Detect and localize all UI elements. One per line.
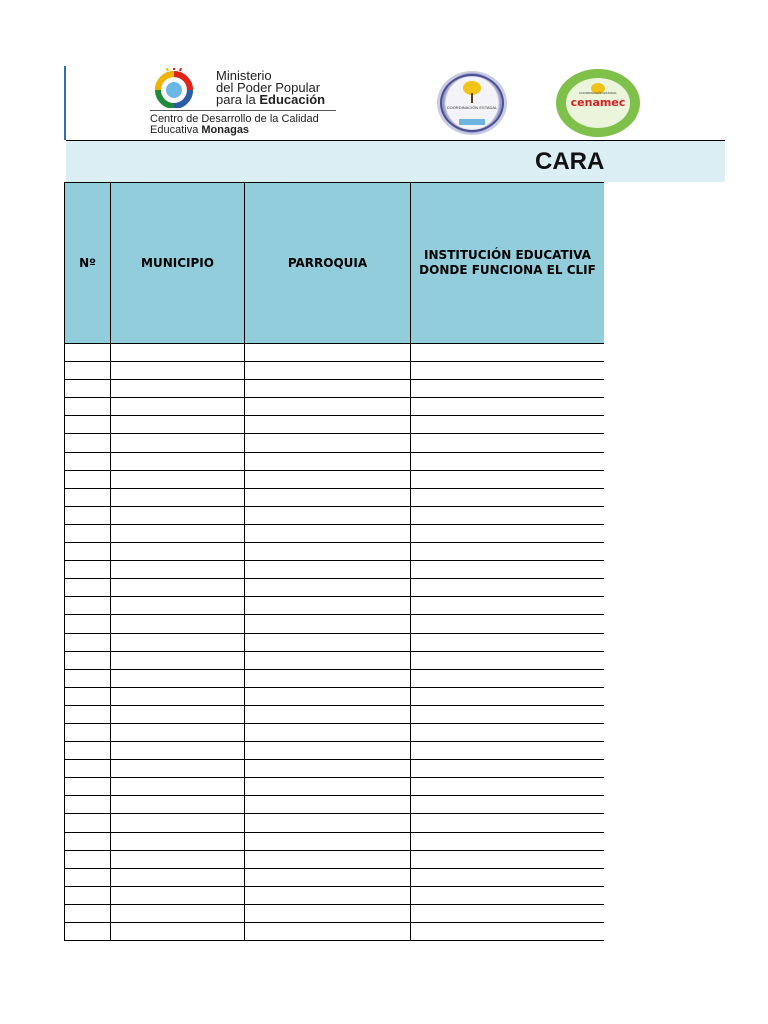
ministerio-emblem-icon: [148, 68, 212, 108]
table-row: [65, 561, 605, 579]
cell-municipio[interactable]: [111, 615, 245, 633]
cell-numero[interactable]: [65, 633, 111, 651]
table-row: [65, 488, 605, 506]
cell-numero[interactable]: [65, 543, 111, 561]
cell-institucion[interactable]: [411, 651, 605, 669]
cell-parroquia[interactable]: [245, 362, 411, 380]
table-row: [65, 524, 605, 542]
cell-institucion[interactable]: [411, 850, 605, 868]
cell-numero[interactable]: [65, 434, 111, 452]
cell-numero[interactable]: [65, 742, 111, 760]
cell-parroquia[interactable]: [245, 597, 411, 615]
table-row: [65, 796, 605, 814]
cell-numero[interactable]: [65, 760, 111, 778]
table-row: [65, 651, 605, 669]
col-header-institucion: INSTITUCIÓN EDUCATIVA DONDE FUNCIONA EL CLIF: [411, 183, 605, 344]
cenamec-seal: [556, 69, 640, 137]
cell-institucion[interactable]: [411, 687, 605, 705]
table-row: [65, 633, 605, 651]
cell-numero[interactable]: [65, 868, 111, 886]
cell-numero[interactable]: [65, 651, 111, 669]
cell-municipio[interactable]: [111, 579, 245, 597]
cell-institucion[interactable]: [411, 723, 605, 741]
cell-parroquia[interactable]: [245, 488, 411, 506]
table-row: [65, 470, 605, 488]
cell-parroquia[interactable]: [245, 543, 411, 561]
table-row: [65, 669, 605, 687]
cell-parroquia[interactable]: [245, 886, 411, 904]
ministerio-logo: [148, 68, 348, 136]
cell-municipio[interactable]: [111, 561, 245, 579]
table-row: [65, 380, 605, 398]
cell-numero[interactable]: [65, 778, 111, 796]
table-row: [65, 615, 605, 633]
cell-institucion[interactable]: [411, 760, 605, 778]
cell-municipio[interactable]: [111, 904, 245, 922]
cell-institucion[interactable]: [411, 832, 605, 850]
cell-parroquia[interactable]: [245, 452, 411, 470]
table-row: [65, 687, 605, 705]
cell-parroquia[interactable]: [245, 506, 411, 524]
ministerio-line3-bold: Educación: [259, 92, 326, 107]
cell-institucion[interactable]: [411, 398, 605, 416]
table-row: [65, 506, 605, 524]
page-edge-mask: [604, 182, 768, 962]
ministerio-name: [216, 70, 325, 106]
cell-institucion[interactable]: [411, 506, 605, 524]
cell-municipio[interactable]: [111, 814, 245, 832]
cell-municipio[interactable]: [111, 669, 245, 687]
cell-institucion[interactable]: [411, 488, 605, 506]
cell-municipio[interactable]: [111, 344, 245, 362]
cell-institucion[interactable]: [411, 380, 605, 398]
cell-institucion[interactable]: [411, 904, 605, 922]
cell-municipio[interactable]: [111, 398, 245, 416]
cell-municipio[interactable]: [111, 416, 245, 434]
ministerio-line2: del Poder Popular: [216, 80, 321, 95]
cell-parroquia[interactable]: [245, 742, 411, 760]
centro-line2: [150, 125, 319, 136]
cell-numero[interactable]: [65, 796, 111, 814]
cell-numero[interactable]: [65, 398, 111, 416]
cell-institucion[interactable]: [411, 705, 605, 723]
table-row: [65, 814, 605, 832]
col-header-numero: Nº: [65, 183, 111, 344]
cell-institucion[interactable]: [411, 416, 605, 434]
table-row: [65, 543, 605, 561]
table-row: [65, 904, 605, 922]
cell-municipio[interactable]: [111, 597, 245, 615]
cell-parroquia[interactable]: [245, 633, 411, 651]
table-row: [65, 705, 605, 723]
cell-parroquia[interactable]: [245, 669, 411, 687]
cell-numero[interactable]: [65, 488, 111, 506]
cell-numero[interactable]: [65, 597, 111, 615]
cell-municipio[interactable]: [111, 886, 245, 904]
ministerio-line3: [216, 94, 325, 106]
cell-institucion[interactable]: [411, 886, 605, 904]
table-body: [65, 344, 605, 941]
cell-parroquia[interactable]: [245, 705, 411, 723]
cell-municipio[interactable]: [111, 380, 245, 398]
cell-parroquia[interactable]: [245, 923, 411, 941]
cell-institucion[interactable]: [411, 470, 605, 488]
cell-numero[interactable]: [65, 506, 111, 524]
coordinacion-estadal-seal: [437, 71, 507, 135]
cell-numero[interactable]: [65, 452, 111, 470]
cell-numero[interactable]: [65, 923, 111, 941]
table-row: [65, 362, 605, 380]
cell-numero[interactable]: [65, 380, 111, 398]
table-header-row: [65, 183, 605, 344]
cell-municipio[interactable]: [111, 506, 245, 524]
cell-parroquia[interactable]: [245, 687, 411, 705]
cell-parroquia[interactable]: [245, 615, 411, 633]
cell-numero[interactable]: [65, 344, 111, 362]
cell-parroquia[interactable]: [245, 778, 411, 796]
table-row: [65, 923, 605, 941]
cell-parroquia[interactable]: [245, 814, 411, 832]
table-row: [65, 452, 605, 470]
cell-municipio[interactable]: [111, 452, 245, 470]
cell-municipio[interactable]: [111, 651, 245, 669]
cell-parroquia[interactable]: [245, 398, 411, 416]
cell-numero[interactable]: [65, 723, 111, 741]
cell-municipio[interactable]: [111, 470, 245, 488]
cell-municipio[interactable]: [111, 705, 245, 723]
cell-municipio[interactable]: [111, 687, 245, 705]
table-row: [65, 723, 605, 741]
table-row: [65, 398, 605, 416]
cell-numero[interactable]: [65, 832, 111, 850]
page-title: CARA: [535, 148, 605, 175]
cell-numero[interactable]: [65, 615, 111, 633]
centro-line2-bold: Monagas: [201, 124, 250, 136]
cell-municipio[interactable]: [111, 868, 245, 886]
cell-parroquia[interactable]: [245, 760, 411, 778]
seal-coord-banner: [459, 119, 485, 125]
cell-parroquia[interactable]: [245, 470, 411, 488]
cell-municipio[interactable]: [111, 760, 245, 778]
cell-parroquia[interactable]: [245, 416, 411, 434]
col-header-municipio: MUNICIPIO: [111, 183, 245, 344]
table-row: [65, 416, 605, 434]
table-row: [65, 579, 605, 597]
table-row: [65, 597, 605, 615]
cell-municipio[interactable]: [111, 850, 245, 868]
cell-municipio[interactable]: [111, 796, 245, 814]
cell-numero[interactable]: [65, 362, 111, 380]
cell-institucion[interactable]: [411, 579, 605, 597]
cell-institucion[interactable]: [411, 362, 605, 380]
centro-line2-prefix: Educativa: [150, 124, 202, 136]
cenamec-wordmark: cenamec: [570, 96, 626, 109]
cell-numero[interactable]: [65, 886, 111, 904]
table-row: [65, 868, 605, 886]
cell-numero[interactable]: [65, 904, 111, 922]
table-row: [65, 760, 605, 778]
cell-numero[interactable]: [65, 669, 111, 687]
ministerio-divider: [150, 110, 336, 111]
cell-municipio[interactable]: [111, 362, 245, 380]
cell-parroquia[interactable]: [245, 832, 411, 850]
cell-institucion[interactable]: [411, 344, 605, 362]
ministerio-line3-prefix: para la: [216, 92, 260, 107]
cell-institucion[interactable]: [411, 868, 605, 886]
cell-numero[interactable]: [65, 814, 111, 832]
cell-numero[interactable]: [65, 850, 111, 868]
cell-institucion[interactable]: [411, 434, 605, 452]
cell-parroquia[interactable]: [245, 651, 411, 669]
cell-parroquia[interactable]: [245, 561, 411, 579]
centro-line1: Centro de Desarrollo de la Calidad: [150, 113, 319, 125]
cell-numero[interactable]: [65, 524, 111, 542]
cell-parroquia[interactable]: [245, 579, 411, 597]
cell-parroquia[interactable]: [245, 796, 411, 814]
table-row: [65, 832, 605, 850]
data-table: [64, 182, 605, 941]
table-row: [65, 778, 605, 796]
ministerio-line1: Ministerio: [216, 68, 272, 83]
seal-coord-text: COORDINACIÓN ESTADAL: [446, 105, 498, 110]
cell-municipio[interactable]: [111, 723, 245, 741]
cell-institucion[interactable]: [411, 742, 605, 760]
cell-numero[interactable]: [65, 579, 111, 597]
cell-parroquia[interactable]: [245, 868, 411, 886]
table-row: [65, 886, 605, 904]
cell-parroquia[interactable]: [245, 434, 411, 452]
cell-municipio[interactable]: [111, 742, 245, 760]
cell-parroquia[interactable]: [245, 723, 411, 741]
cell-municipio[interactable]: [111, 434, 245, 452]
cell-institucion[interactable]: [411, 923, 605, 941]
cell-institucion[interactable]: [411, 543, 605, 561]
cell-numero[interactable]: [65, 687, 111, 705]
cell-municipio[interactable]: [111, 832, 245, 850]
cell-parroquia[interactable]: [245, 524, 411, 542]
cell-institucion[interactable]: [411, 633, 605, 651]
cell-municipio[interactable]: [111, 923, 245, 941]
table-row: [65, 434, 605, 452]
cell-parroquia[interactable]: [245, 380, 411, 398]
cell-numero[interactable]: [65, 561, 111, 579]
cell-institucion[interactable]: [411, 615, 605, 633]
cell-institucion[interactable]: [411, 814, 605, 832]
cell-numero[interactable]: [65, 470, 111, 488]
cell-institucion[interactable]: [411, 452, 605, 470]
cell-municipio[interactable]: [111, 488, 245, 506]
cell-municipio[interactable]: [111, 543, 245, 561]
centro-desarrollo: [150, 114, 319, 136]
cell-municipio[interactable]: [111, 778, 245, 796]
cell-parroquia[interactable]: [245, 344, 411, 362]
table-row: [65, 850, 605, 868]
cell-municipio[interactable]: [111, 524, 245, 542]
cell-numero[interactable]: [65, 705, 111, 723]
cell-institucion[interactable]: [411, 597, 605, 615]
cell-institucion[interactable]: [411, 796, 605, 814]
col-header-parroquia: PARROQUIA: [245, 183, 411, 344]
cell-numero[interactable]: [65, 416, 111, 434]
table-row: [65, 344, 605, 362]
cell-institucion[interactable]: [411, 561, 605, 579]
cell-institucion[interactable]: [411, 778, 605, 796]
title-band: [66, 140, 725, 183]
cenamec-top-text: COORDINACIÓN ESTADAL: [579, 91, 617, 95]
cell-parroquia[interactable]: [245, 850, 411, 868]
left-rule: [64, 66, 66, 140]
cell-parroquia[interactable]: [245, 904, 411, 922]
cell-institucion[interactable]: [411, 524, 605, 542]
tree-trunk: [471, 93, 473, 103]
table-row: [65, 742, 605, 760]
cell-municipio[interactable]: [111, 633, 245, 651]
cell-institucion[interactable]: [411, 669, 605, 687]
